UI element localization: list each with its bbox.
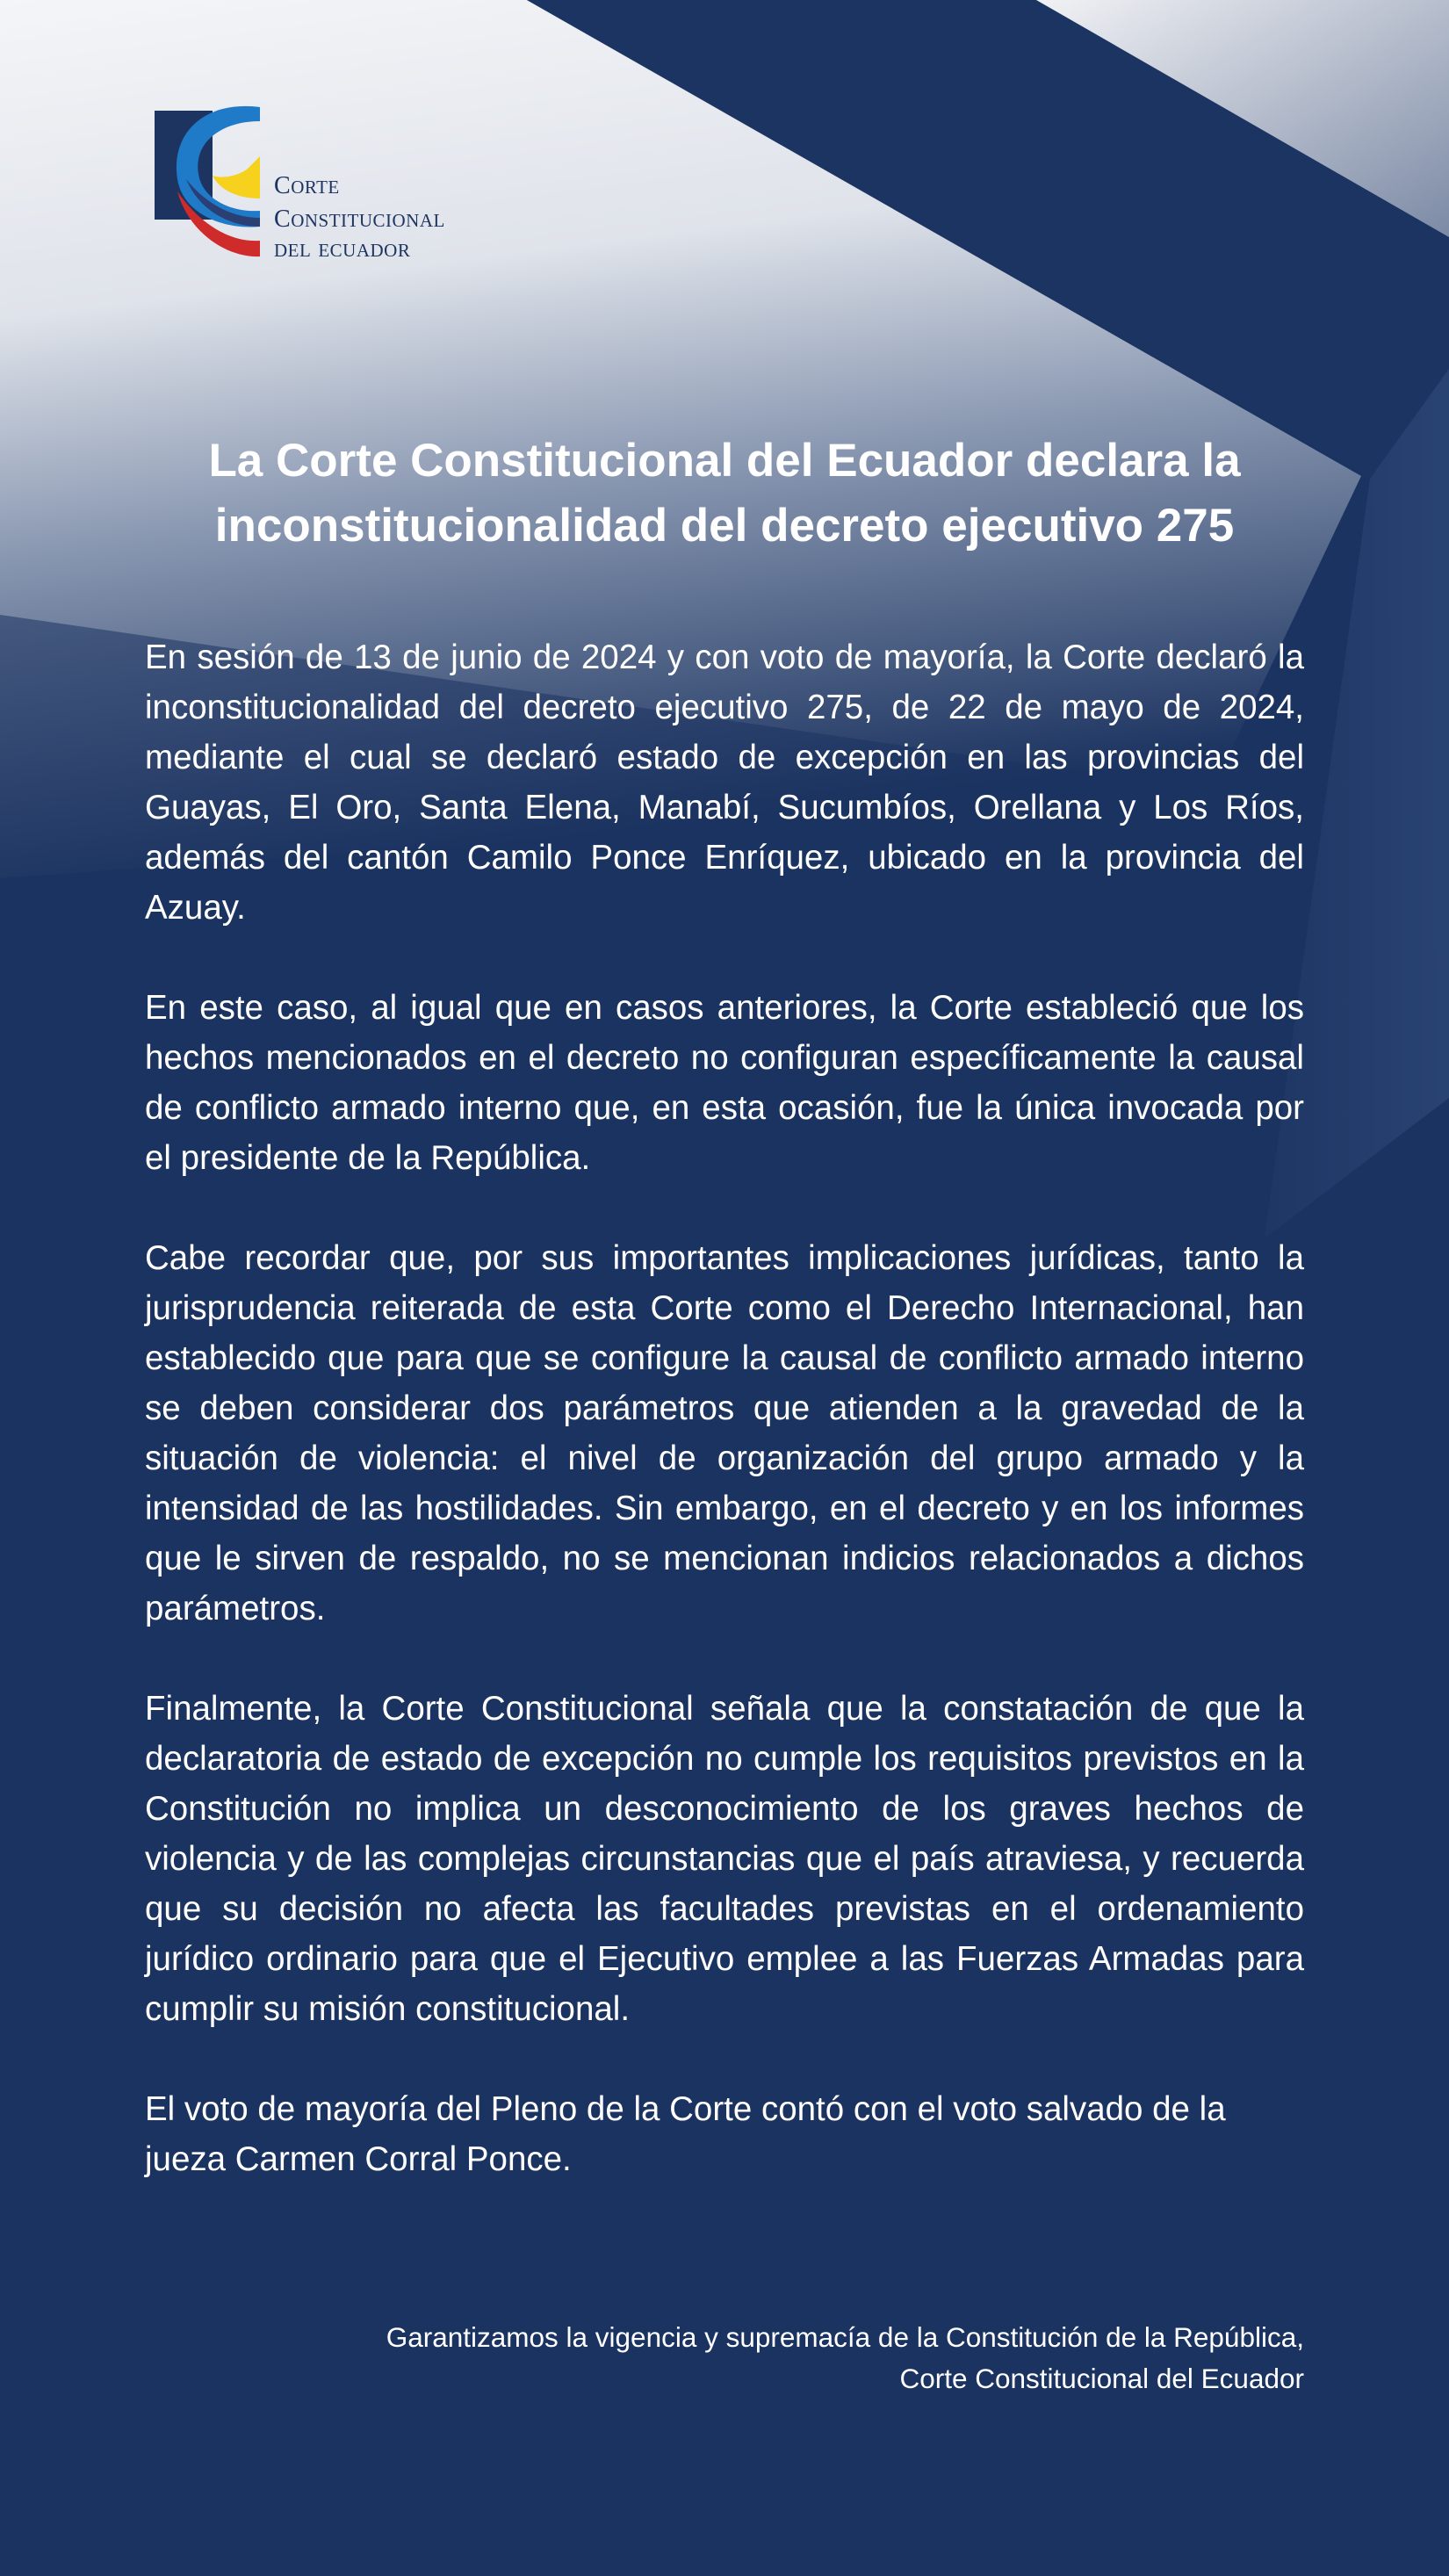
footer-tagline [250, 2317, 1304, 2399]
paragraph-2: En este caso, al igual que en casos anteriores, la Corte estableció que los hechos mencionados en el decreto no configuran específicamente la causal de conflicto armado interno que, en esta ocasión, fue la única invocada por el presidente de la República. [145, 989, 1304, 1177]
paragraph-3: Cabe recordar que, por sus importantes implicaciones jurídicas, tanto la jurisprudencia reiterada de esta Corte como el Derecho Internacional, han establecido que para que se configure la causal de conflicto armado interno se deben considerar dos parámetros que atienden a la gravedad de la situación de violencia: el nivel de organización del grupo armado y la intensidad de las hostilidades. Sin embargo, en el decreto y en los informes que le sirven de respaldo, no se mencionan indicios relacionados a dichos parámetros. [145, 1239, 1304, 1627]
paragraph-1: En sesión de 13 de junio de 2024 y con voto de mayoría, la Corte declaró la inconstitucionalidad del decreto ejecutivo 275, de 22 de mayo de 2024, mediante el cual se declaró estado de excepción en las provincias del Guayas, El Oro, Santa Elena, Manabí, Sucumbíos, Orellana y Los Ríos, además del cantón Camilo Ponce Enríquez, ubicado en la provincia del Azuay. [145, 639, 1304, 927]
court-emblem-icon [151, 95, 265, 262]
paragraph-4: Finalmente, la Corte Constitucional señala que la constatación de que la declaratoria de estado de excepción no cumple los requisitos previstos en la Constitución no implica un desconocimiento de los graves hechos de violencia y de las complejas circunstancias que el país atraviesa, y recuerda que su decisión no afecta las facultades previstas en el ordenamiento jurídico ordinario para que el Ejecutivo emplee a las Fuerzas Armadas para cumplir su misión constitucional. [145, 1690, 1304, 2028]
paragraph-5: El voto de mayoría del Pleno de la Corte contó con el voto salvado de la jueza Carmen Corral Ponce. [145, 2090, 1226, 2178]
court-logo-text [274, 162, 445, 263]
logo-line-2: constitucional [274, 195, 445, 235]
press-release-body [145, 632, 1304, 2184]
page-title: La Corte Constitucional del Ecuador declara la inconstitucionalidad del decreto ejecutivo 275 [208, 435, 1241, 552]
footer-line-1: Garantizamos la vigencia y supremacía de la Constitución de la República, [386, 2321, 1304, 2353]
footer-line-2: Corte Constitucional del Ecuador [899, 2363, 1304, 2394]
court-logo [151, 95, 573, 271]
logo-line-1: corte [274, 162, 340, 201]
logo-line-3: del ecuador [274, 234, 411, 263]
